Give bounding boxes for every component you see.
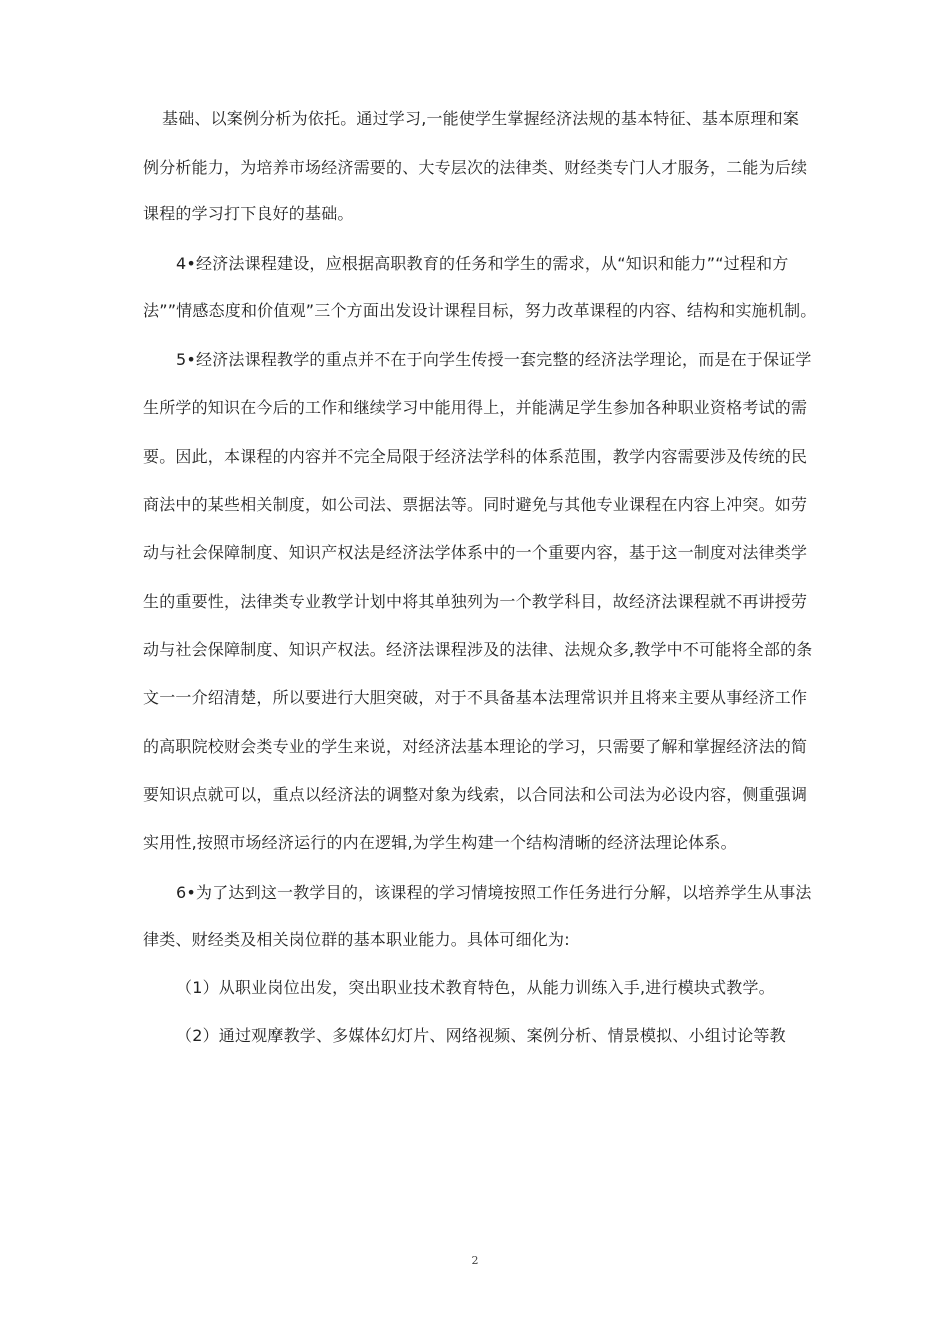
text-line: 5•经济法课程教学的重点并不在于向学生传授一套完整的经济法学理论，而是在于保证学 xyxy=(176,350,812,369)
text-line: （1）从职业岗位出发，突出职业技术教育特色，从能力训练入手,进行模块式教学。 xyxy=(176,978,775,997)
page-number: 2 xyxy=(471,1254,479,1267)
text-line: 例分析能力，为培养市场经济需要的、大专层次的法律类、财经类专门人才服务，二能为后续 xyxy=(143,158,808,177)
text-line: （2）通过观摩教学、多媒体幻灯片、网络视频、案例分析、情景模拟、小组讨论等教 xyxy=(176,1026,786,1045)
text-line: 4•经济法课程建设，应根据高职教育的任务和学生的需求，从“知识和能力”“过程和方 xyxy=(176,254,789,273)
text-line: 动与社会保障制度、知识产权法是经济法学体系中的一个重要内容，基于这一制度对法律类学 xyxy=(143,543,808,562)
text-line: 要知识点就可以，重点以经济法的调整对象为线索，以合同法和公司法为必设内容，侧重强调 xyxy=(143,785,808,804)
text-line: 文一一介绍清楚，所以要进行大胆突破，对于不具备基本法理常识并且将来主要从事经济工作 xyxy=(143,688,808,707)
text-line: 动与社会保障制度、知识产权法。经济法课程涉及的法律、法规众多,教学中不可能将全部的条 xyxy=(143,640,813,659)
text-line: 生所学的知识在今后的工作和继续学习中能用得上，并能满足学生参加各种职业资格考试的需 xyxy=(143,398,808,417)
text-line: 6•为了达到这一教学目的，该课程的学习情境按照工作任务进行分解，以培养学生从事法 xyxy=(176,883,812,902)
text-line: 的高职院校财会类专业的学生来说，对经济法基本理论的学习，只需要了解和掌握经济法的简 xyxy=(143,737,808,756)
text-line: 要。因此，本课程的内容并不完全局限于经济法学科的体系范围，教学内容需要涉及传统的民 xyxy=(143,447,808,466)
text-line: 生的重要性，法律类专业教学计划中将其单独列为一个教学科目，故经济法课程就不再讲授劳 xyxy=(143,592,808,611)
text-line: 课程的学习打下良好的基础。 xyxy=(143,204,354,223)
text-line: 基础、以案例分析为依托。通过学习,一能使学生掌握经济法规的基本特征、基本原理和案 xyxy=(162,109,800,128)
text-line: 商法中的某些相关制度，如公司法、票据法等。同时避免与其他专业课程在内容上冲突。如劳 xyxy=(143,495,808,514)
text-line: 法””情感态度和价值观”三个方面出发设计课程目标，努力改革课程的内容、结构和实施机制。 xyxy=(143,301,817,320)
text-line: 实用性,按照市场经济运行的内在逻辑,为学生构建一个结构清晰的经济法理论体系。 xyxy=(143,833,737,852)
text-line: 律类、财经类及相关岗位群的基本职业能力。具体可细化为: xyxy=(143,930,570,949)
